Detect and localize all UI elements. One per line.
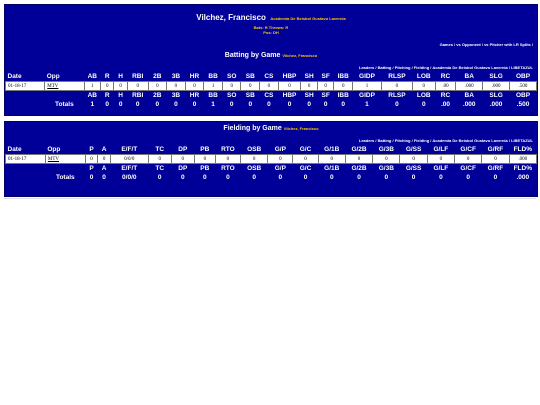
batting-col-header[interactable]: RC [440, 92, 451, 99]
stat-cell: .000 [483, 82, 510, 91]
stat-cell: 0 [373, 155, 400, 164]
stat-cell: 0 [114, 82, 127, 91]
fielding-col-header[interactable]: TC [155, 165, 165, 172]
batting-table [5, 72, 537, 109]
link-leaders[interactable]: Leaders [358, 65, 375, 70]
batting-section-title [5, 52, 537, 59]
totals-cell: 1 [211, 101, 215, 108]
stat-cell: 0 [318, 155, 345, 164]
stat-cell: 0 [85, 155, 98, 164]
stat-cell: 0 [400, 155, 427, 164]
fielding-col-header[interactable]: G/P [274, 146, 286, 153]
totals-cell: 0 [439, 174, 443, 181]
totals-cell: 0 [229, 101, 234, 108]
totals-cell: 0 [248, 101, 253, 108]
stat-cell: 0/0/0 [110, 155, 148, 164]
stat-cell: 0 [101, 82, 114, 91]
batting-col-header[interactable]: RBI [132, 92, 144, 99]
batting-col-header[interactable]: SO [226, 92, 237, 99]
fielding-col-header[interactable]: P [89, 165, 94, 172]
link-fielding[interactable]: Fielding [413, 65, 430, 70]
stat-cell: 0 [98, 155, 111, 164]
totals-row [6, 173, 537, 182]
totals-cell: 0 [252, 174, 256, 181]
table-row [6, 82, 537, 91]
totals-cell: 0 [329, 174, 334, 181]
totals-cell: 0 [421, 101, 426, 108]
batting-header-row [6, 72, 537, 82]
totals-cell: 0 [323, 101, 328, 108]
batting-col-header[interactable]: AB [87, 92, 97, 99]
batting-col-header[interactable]: Date [7, 73, 22, 80]
fielding-col-header[interactable]: G/RF [487, 165, 504, 172]
stat-cell: .00 [435, 82, 456, 91]
batting-title: Batting by Game [224, 52, 281, 59]
totals-cell: 0 [303, 174, 308, 181]
batting-col-header[interactable]: GIDP [359, 92, 375, 99]
batting-col-header[interactable]: BB [208, 73, 218, 80]
totals-cell: 0 [226, 174, 230, 181]
stat-cell: 0 [127, 82, 148, 91]
batting-col-header[interactable]: SO [226, 73, 237, 80]
stat-cell: 0 [427, 155, 454, 164]
opponent-link[interactable]: MTV [45, 155, 85, 164]
batting-panel [4, 4, 538, 116]
stat-cell: 0 [185, 82, 204, 91]
page-divider [4, 198, 536, 199]
position: Pos: DH [263, 30, 279, 35]
fielding-col-header[interactable]: G/LF [433, 146, 449, 153]
batting-col-header[interactable]: RLSP [388, 73, 406, 80]
fielding-col-header[interactable]: G/1B [324, 165, 340, 172]
totals-label: Totals [55, 101, 74, 108]
batting-col-header[interactable]: SB [245, 92, 255, 99]
batting-nav-links: Leaders / Batting / Pitching / Fielding / Academia De Beisbol Gustavo Lavernia / LIBETAZUL [358, 65, 533, 70]
batting-col-header[interactable]: SF [321, 73, 330, 80]
fielding-col-header[interactable]: E/F/T [121, 165, 138, 172]
stat-cell: 0 [455, 155, 482, 164]
fielding-col-header[interactable]: G/3B [378, 165, 394, 172]
stat-cell: 0 [334, 82, 353, 91]
fielding-header-row [6, 145, 537, 155]
totals-cell: 0 [341, 101, 346, 108]
fielding-header-row-repeat [6, 164, 537, 174]
stat-cell: 0 [345, 155, 372, 164]
batting-col-header[interactable]: RLSP [388, 92, 406, 99]
batting-col-header[interactable]: SH [304, 73, 314, 80]
fielding-col-header[interactable]: G/P [274, 165, 286, 172]
fielding-col-header[interactable]: E/F/T [121, 146, 138, 153]
totals-cell: 0 [395, 101, 399, 108]
totals-cell: 0 [384, 174, 389, 181]
stat-cell: 1 [204, 82, 223, 91]
totals-cell: 0 [155, 101, 160, 108]
batting-col-header[interactable]: LOB [416, 92, 431, 99]
link-pitching[interactable]: Pitching [394, 138, 411, 143]
batting-col-header[interactable]: HBP [282, 73, 297, 80]
batting-col-header[interactable]: RC [440, 73, 451, 80]
link-vs-pitcher[interactable]: vs Pitcher with LR Splits [484, 42, 531, 47]
stat-cell: 0 [317, 82, 334, 91]
totals-cell: 1 [90, 101, 95, 108]
stat-cell: 0 [293, 155, 318, 164]
batting-col-header[interactable]: SLG [489, 73, 503, 80]
player-team[interactable]: Academia De Beisbol Gustavo Lavernia [270, 16, 346, 21]
fielding-subtitle: Vilchez, Francisco [283, 126, 319, 131]
batting-col-header[interactable]: 3B [171, 73, 181, 80]
fielding-col-header [6, 164, 46, 174]
opponent-link[interactable]: MTV [45, 82, 84, 91]
link-league[interactable]: LIBETAZUL [511, 65, 533, 70]
totals-cell: 0 [287, 101, 292, 108]
stat-cell: 0 [148, 82, 167, 91]
totals-cell: .00 [440, 101, 450, 108]
batting-col-header[interactable]: IBB [337, 92, 349, 99]
link-batting[interactable]: Batting [377, 138, 392, 143]
fielding-col-header[interactable]: G/1B [324, 146, 340, 153]
batting-col-header[interactable]: BA [464, 92, 474, 99]
totals-cell: .500 [516, 101, 530, 108]
link-pitching[interactable]: Pitching [394, 65, 411, 70]
totals-cell [6, 100, 45, 109]
totals-cell: 0 [118, 101, 123, 108]
stat-cell: 0 [381, 82, 412, 91]
batting-header-row-repeat [6, 91, 537, 101]
stat-cell: .000 [509, 155, 536, 164]
totals-cell [6, 173, 46, 182]
fielding-col-header[interactable]: TC [155, 146, 165, 153]
batting-col-header[interactable]: SF [321, 92, 330, 99]
fielding-col-header[interactable]: Opp [47, 146, 61, 153]
player-links: Games / vs Opponent / vs Pitcher with LR Splits / [439, 42, 533, 47]
fielding-section-title [5, 125, 537, 132]
fielding-col-header [45, 164, 85, 174]
fielding-col-header[interactable]: G/3B [378, 146, 394, 153]
batting-col-header[interactable]: GIDP [359, 73, 375, 80]
fielding-col-header[interactable]: FLD% [513, 146, 532, 153]
totals-row [6, 100, 537, 109]
stat-cell: 0 [240, 155, 267, 164]
link-league[interactable]: LIBETAZUL [511, 138, 533, 143]
batting-col-header[interactable]: H [118, 73, 123, 80]
stat-cell: 0 [222, 82, 241, 91]
batting-col-header[interactable]: AB [87, 73, 97, 80]
link-vs-opponent[interactable]: vs Opponent [456, 42, 481, 47]
totals-cell: 0/0/0 [122, 174, 137, 181]
player-name: Vilchez, Francisco [196, 13, 266, 22]
fielding-table [5, 145, 537, 182]
batting-col-header[interactable]: 2B [153, 92, 162, 99]
batting-col-header[interactable]: SLG [489, 92, 503, 99]
totals-cell: 0 [466, 174, 470, 181]
fielding-title: Fielding by Game [223, 125, 282, 132]
stat-cell: 0 [167, 82, 186, 91]
game-date: 01-18-17 [6, 155, 46, 164]
batting-col-header[interactable]: CS [264, 92, 274, 99]
totals-cell: .000 [516, 174, 530, 181]
totals-label: Totals [55, 174, 75, 181]
batting-col-header[interactable]: LOB [416, 73, 431, 80]
fielding-col-header[interactable]: G/CF [460, 146, 476, 153]
link-batting[interactable]: Batting [377, 65, 392, 70]
batting-col-header[interactable]: H [118, 92, 123, 99]
fielding-col-header[interactable]: P [89, 146, 94, 153]
batting-col-header[interactable]: OBP [515, 92, 531, 99]
batting-col-header[interactable]: SH [304, 92, 314, 99]
batting-col-header[interactable]: BA [464, 73, 474, 80]
totals-cell: 0 [357, 174, 361, 181]
stat-cell: 0 [482, 155, 509, 164]
stat-cell: 0 [171, 155, 194, 164]
batting-col-header[interactable]: HR [189, 92, 200, 99]
fielding-col-header[interactable]: RTO [221, 146, 235, 153]
batting-col-header[interactable]: SB [245, 73, 255, 80]
link-leaders[interactable]: Leaders [358, 138, 375, 143]
totals-cell: 0 [493, 174, 498, 181]
batting-col-header[interactable]: Opp [46, 73, 60, 80]
fielding-col-header[interactable]: G/SS [405, 146, 422, 153]
batting-col-header [45, 91, 84, 101]
totals-cell: 0 [89, 174, 94, 181]
batting-col-header[interactable]: RBI [132, 73, 144, 80]
totals-cell: 0 [135, 101, 140, 108]
fielding-col-header[interactable]: OSB [247, 165, 262, 172]
batting-col-header[interactable]: CS [264, 73, 274, 80]
fielding-col-header[interactable]: G/2B [351, 165, 367, 172]
batting-col-header[interactable]: R [104, 92, 110, 99]
stat-cell: 0 [215, 155, 240, 164]
stat-cell: 0 [241, 82, 260, 91]
batting-col-header[interactable]: R [104, 73, 110, 80]
totals-cell: 0 [105, 101, 110, 108]
fielding-col-header[interactable]: DP [178, 146, 188, 153]
fielding-col-header[interactable]: G/CF [460, 165, 476, 172]
batting-col-header[interactable]: IBB [337, 73, 349, 80]
totals-cell: .000 [462, 101, 476, 108]
totals-cell: .000 [489, 101, 503, 108]
fielding-col-header[interactable]: RTO [221, 165, 235, 172]
batting-col-header[interactable]: 3B [171, 92, 181, 99]
stat-cell: .000 [456, 82, 483, 91]
stat-cell: 0 [148, 155, 171, 164]
totals-cell: 0 [411, 174, 416, 181]
batting-col-header[interactable]: HR [189, 73, 200, 80]
stat-cell: 1 [353, 82, 382, 91]
link-team[interactable]: Academia De Beisbol Gustavo Lavernia [432, 65, 508, 70]
fielding-col-header[interactable]: Date [7, 146, 22, 153]
game-date: 01-18-17 [6, 82, 45, 91]
totals-cell: 0 [180, 174, 185, 181]
totals-cell: 1 [365, 101, 369, 108]
stat-cell: 0 [194, 155, 215, 164]
totals-cell: 0 [157, 174, 162, 181]
stat-cell: 0 [412, 82, 435, 91]
fielding-col-header[interactable]: DP [178, 165, 188, 172]
link-team[interactable]: Academia De Beisbol Gustavo Lavernia [432, 138, 508, 143]
player-header [5, 5, 537, 35]
batting-col-header [6, 91, 45, 101]
fielding-col-header[interactable]: G/C [299, 146, 312, 153]
batting-col-header[interactable]: BB [208, 92, 218, 99]
totals-cell: 0 [203, 174, 207, 181]
batting-col-header[interactable]: OBP [515, 73, 531, 80]
link-fielding[interactable]: Fielding [413, 138, 430, 143]
fielding-nav-links: Leaders / Batting / Pitching / Fielding / Academia De Beisbol Gustavo Lavernia / LIBETAZUL [358, 138, 533, 143]
fielding-panel [4, 121, 538, 197]
table-row [6, 155, 537, 164]
fielding-col-header[interactable]: OSB [247, 146, 262, 153]
stat-cell: 0 [301, 82, 318, 91]
fielding-col-header[interactable]: FLD% [513, 165, 532, 172]
bats-throws: Bats: R Throws: R [253, 25, 289, 30]
batting-col-header[interactable]: 2B [153, 73, 162, 80]
totals-cell: 0 [192, 101, 197, 108]
fielding-col-header[interactable]: G/C [299, 165, 312, 172]
fielding-col-header[interactable]: PB [200, 146, 210, 153]
fielding-col-header[interactable]: G/SS [405, 165, 422, 172]
fielding-col-header[interactable]: PB [200, 165, 210, 172]
stat-cell: 0 [268, 155, 293, 164]
batting-col-header[interactable]: HBP [282, 92, 297, 99]
batting-subtitle: Vilchez, Francisco [282, 53, 318, 58]
fielding-col-header[interactable]: G/2B [351, 146, 367, 153]
fielding-col-header[interactable]: A [101, 146, 107, 153]
link-games[interactable]: Games [439, 42, 453, 47]
fielding-col-header[interactable]: G/LF [433, 165, 449, 172]
totals-cell: 0 [174, 101, 178, 108]
totals-cell: 0 [267, 101, 271, 108]
stat-cell: .500 [510, 82, 537, 91]
totals-cell: 0 [307, 101, 311, 108]
stat-cell: 0 [260, 82, 279, 91]
fielding-col-header[interactable]: G/RF [487, 146, 504, 153]
stat-cell: 1 [84, 82, 101, 91]
totals-cell: 0 [278, 174, 283, 181]
totals-cell: 0 [102, 174, 106, 181]
fielding-col-header[interactable]: A [101, 165, 107, 172]
stat-cell: 0 [278, 82, 301, 91]
